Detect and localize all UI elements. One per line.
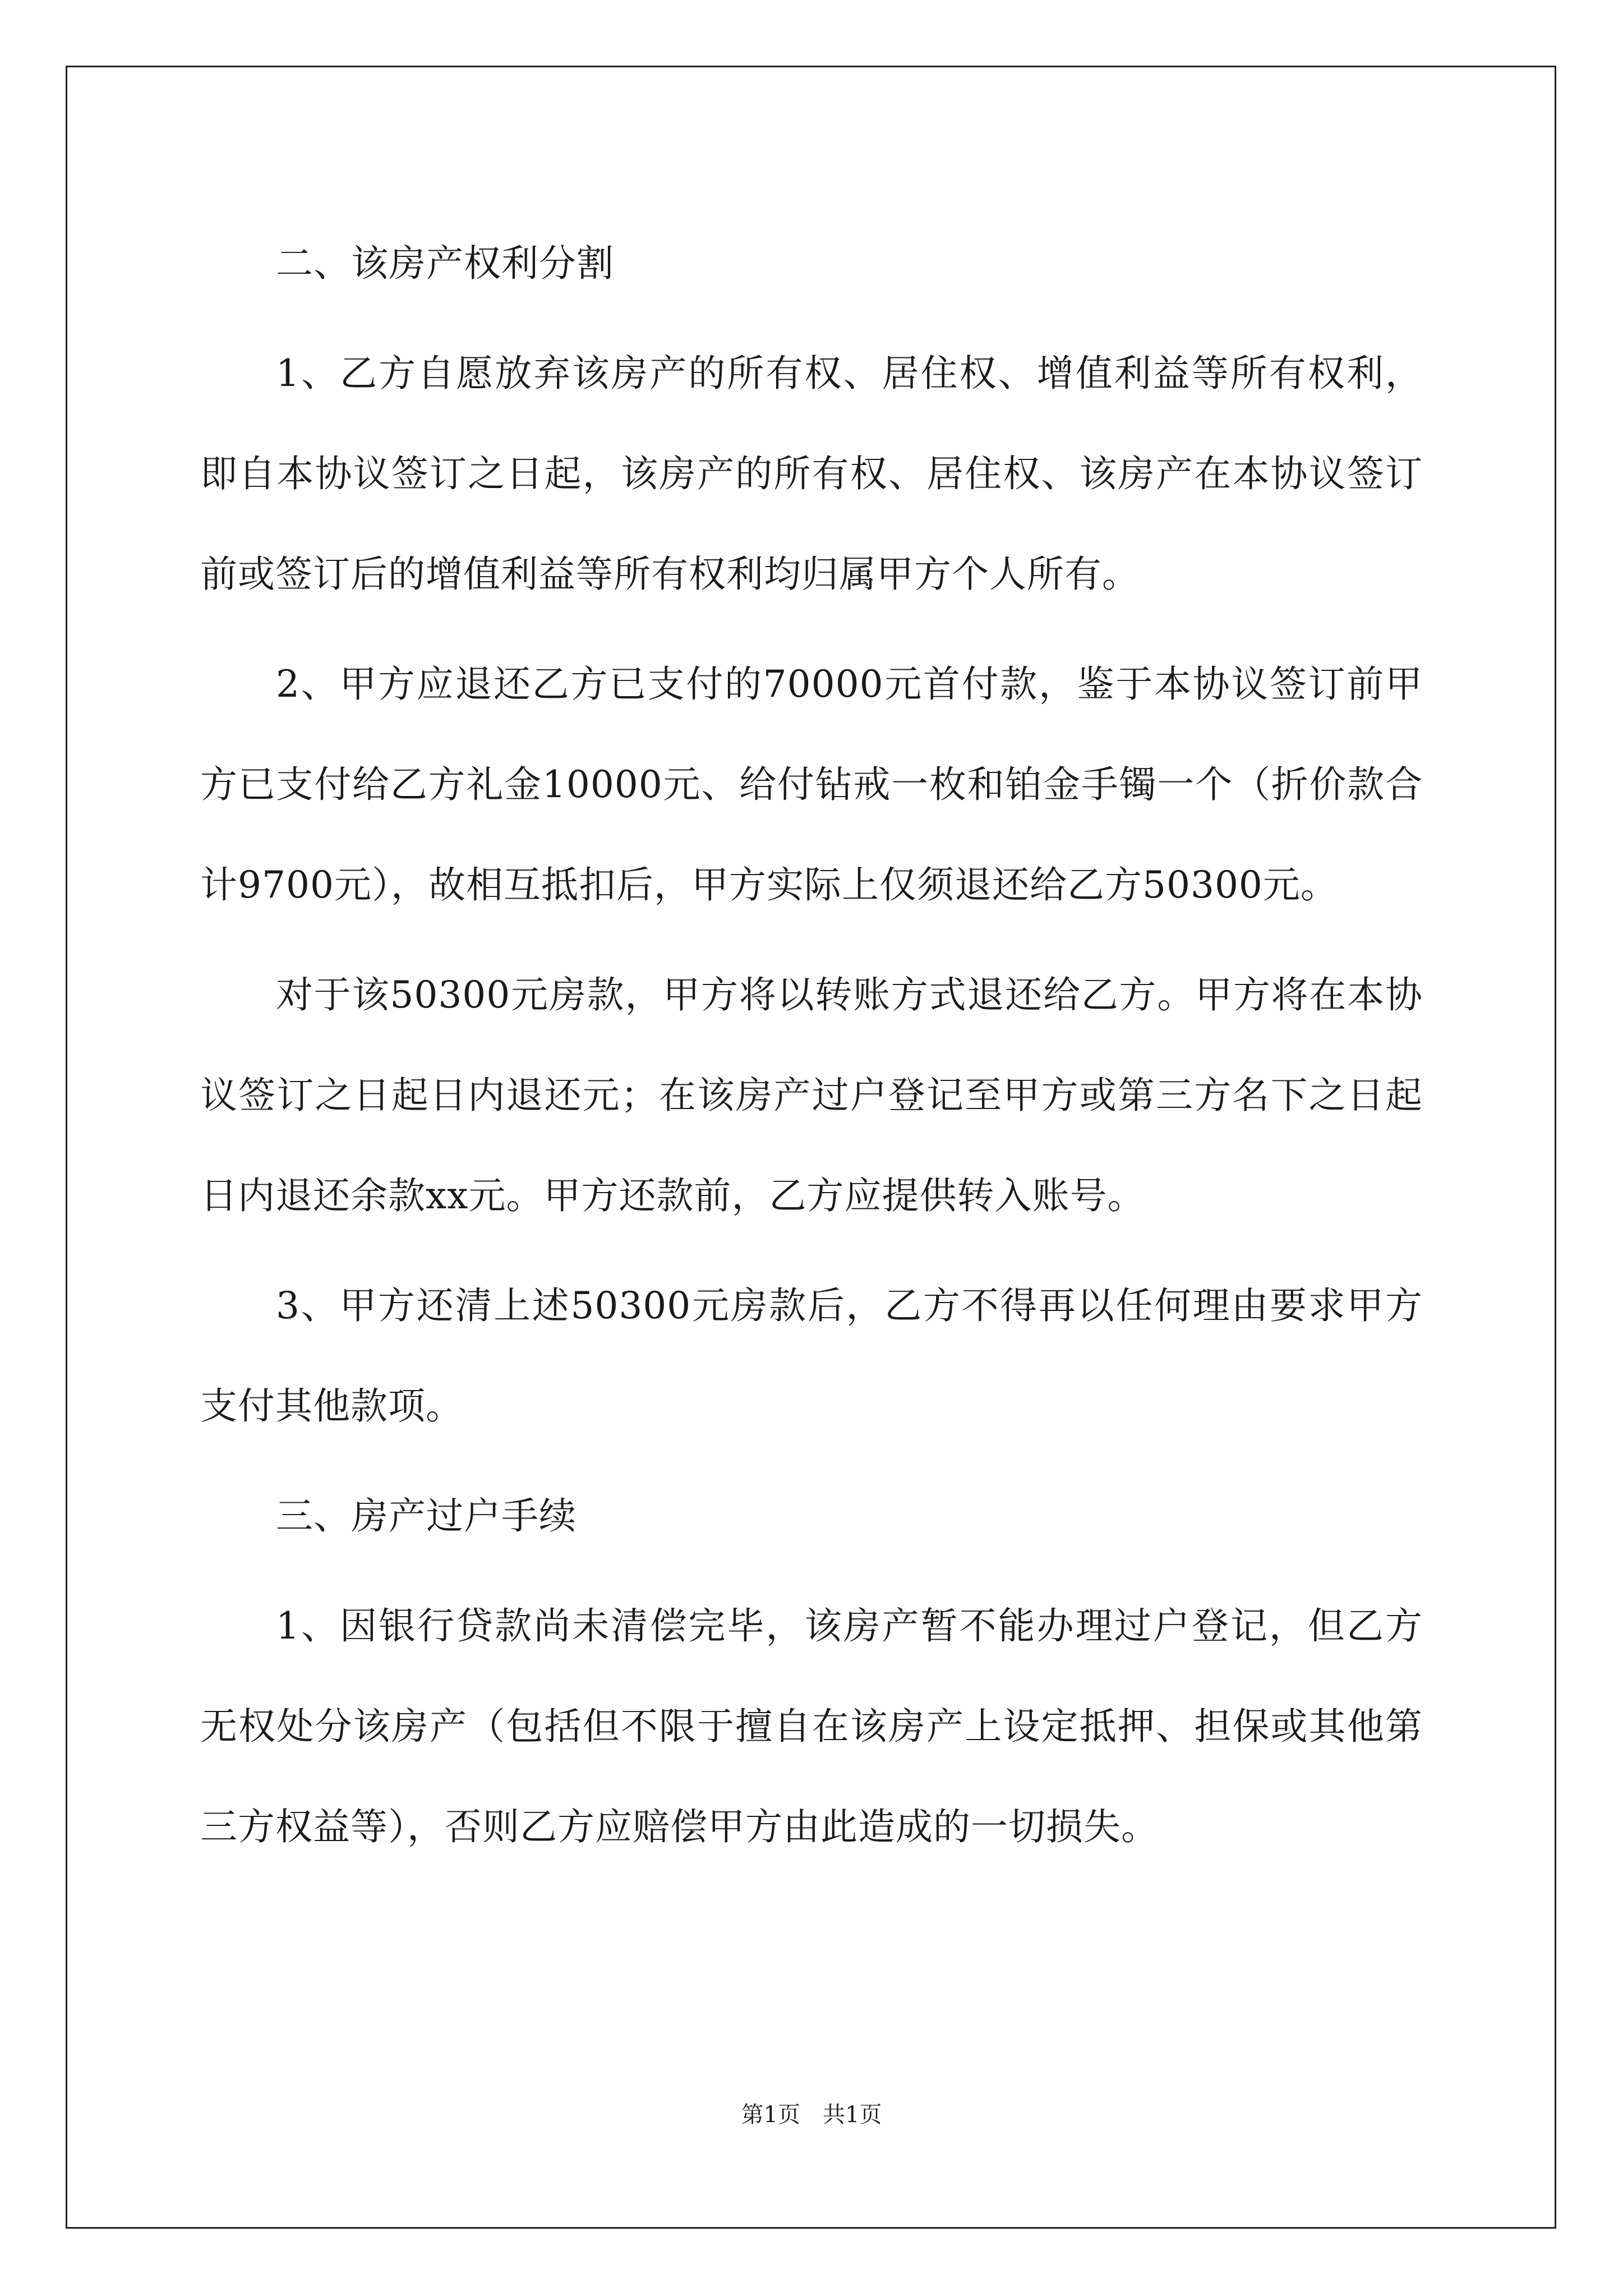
clause-paragraph: 2、甲方应退还乙方已支付的70000元首付款，鉴于本协议签订前甲方已支付给乙方礼金10000元、给付钻戒一枚和铂金手镯一个（折价款合计9700元），故相互抵扣后，甲方实际上仅须退还给乙方50300元。 [200,662,1423,907]
clause-paragraph: 对于该50300元房款，甲方将以转账方式退还给乙方。甲方将在本协议签订之日起日内退还元；在该房产过户登记至甲方或第三方名下之日起日内退还余款xx元。甲方还款前，乙方应提供转入账号。 [200,973,1423,1217]
section-heading-property-rights: 二、该房产权利分割 [276,242,614,285]
page-number: 第1页 共1页 [741,2102,882,2128]
clause-paragraph: 1、因银行贷款尚未清偿完毕，该房产暂不能办理过户登记，但乙方无权处分该房产（包括但不限于擅自在该房产上设定抵押、担保或其他第三方权益等），否则乙方应赔偿甲方由此造成的一切损失。 [200,1604,1423,1848]
clause-paragraph: 3、甲方还清上述50300元房款后，乙方不得再以任何理由要求甲方支付其他款项。 [200,1284,1423,1428]
document-body [200,213,1423,1877]
clause-paragraph: 1、乙方自愿放弃该房产的所有权、居住权、增值利益等所有权利，即自本协议签订之日起，该房产的所有权、居住权、该房产在本协议签订前或签订后的增值利益等所有权利均归属甲方个人所有。 [200,352,1423,596]
section-heading-transfer-procedure: 三、房产过户手续 [276,1494,577,1538]
